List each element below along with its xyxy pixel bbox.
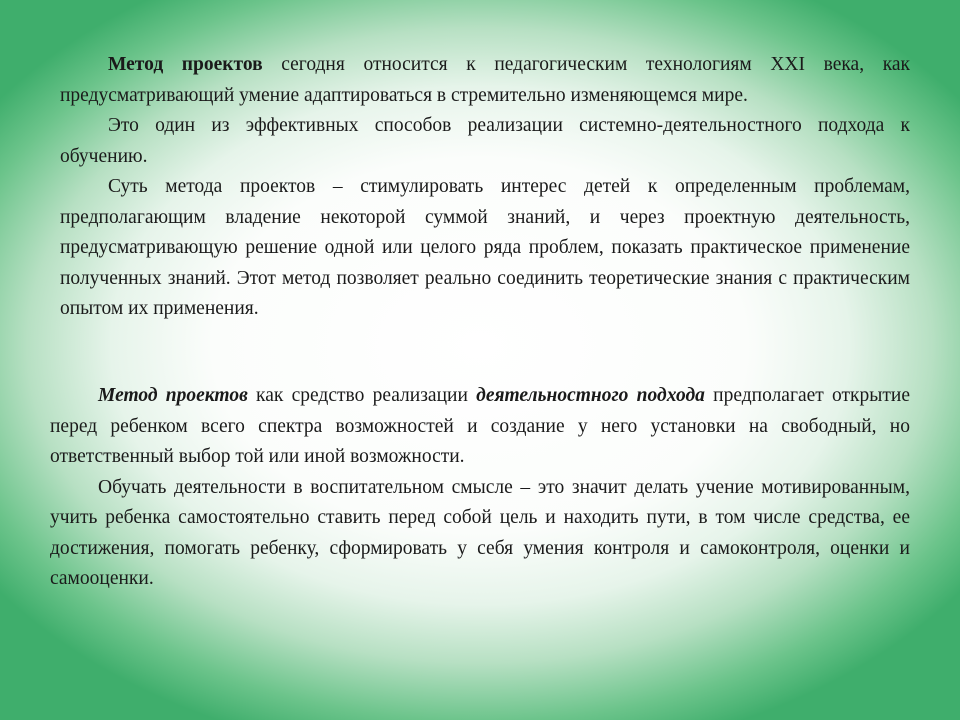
paragraph-definition: [60, 50, 910, 111]
paragraph-definition-text: сегодня относится к педагогическим технологиям XXI века, как предусматривающий умение адаптироваться в стремительно изменяющемся мире.: [60, 54, 910, 106]
paragraph-approach: Это один из эффективных способов реализации системно-деятельностного подхода к обучению.: [60, 115, 910, 167]
paragraph-essence: Суть метода проектов – стимулировать интерес детей к определенным проблемам, предполагающим владение некоторой суммой знаний, и через проектную деятельность, предусматривающую решение одной или целого ряда проблем, показать практическое применение полученных знаний. Этот метод позволяет реально соединить теоретические знания с практическим опытом их применения.: [60, 176, 910, 319]
text-block-activity-approach: [50, 381, 910, 595]
term-project-method-italic: Метод проектов: [98, 385, 248, 406]
paragraph-teaching-activity: Обучать деятельности в воспитательном смысле – это значит делать учение мотивированным, учить ребенка самостоятельно ставить перед собой цель и находить пути, в том числе средства, ее достижения, помогать ребенку, сформировать у себя умения контроля и самоконтроля, оценки и самооценки.: [50, 476, 910, 589]
term-activity-approach: деятельностного подхода: [476, 385, 705, 406]
text-block-project-method: [60, 50, 910, 325]
paragraph-means: [50, 381, 910, 473]
paragraph-means-text: предполагает открытие перед ребенком всего спектра возможностей и создание у него установки на свободный, но ответственный выбор той или иной возможности.: [50, 385, 910, 467]
term-project-method: Метод проектов: [108, 54, 263, 75]
paragraph-means-mid: как средство реализации: [247, 385, 477, 406]
